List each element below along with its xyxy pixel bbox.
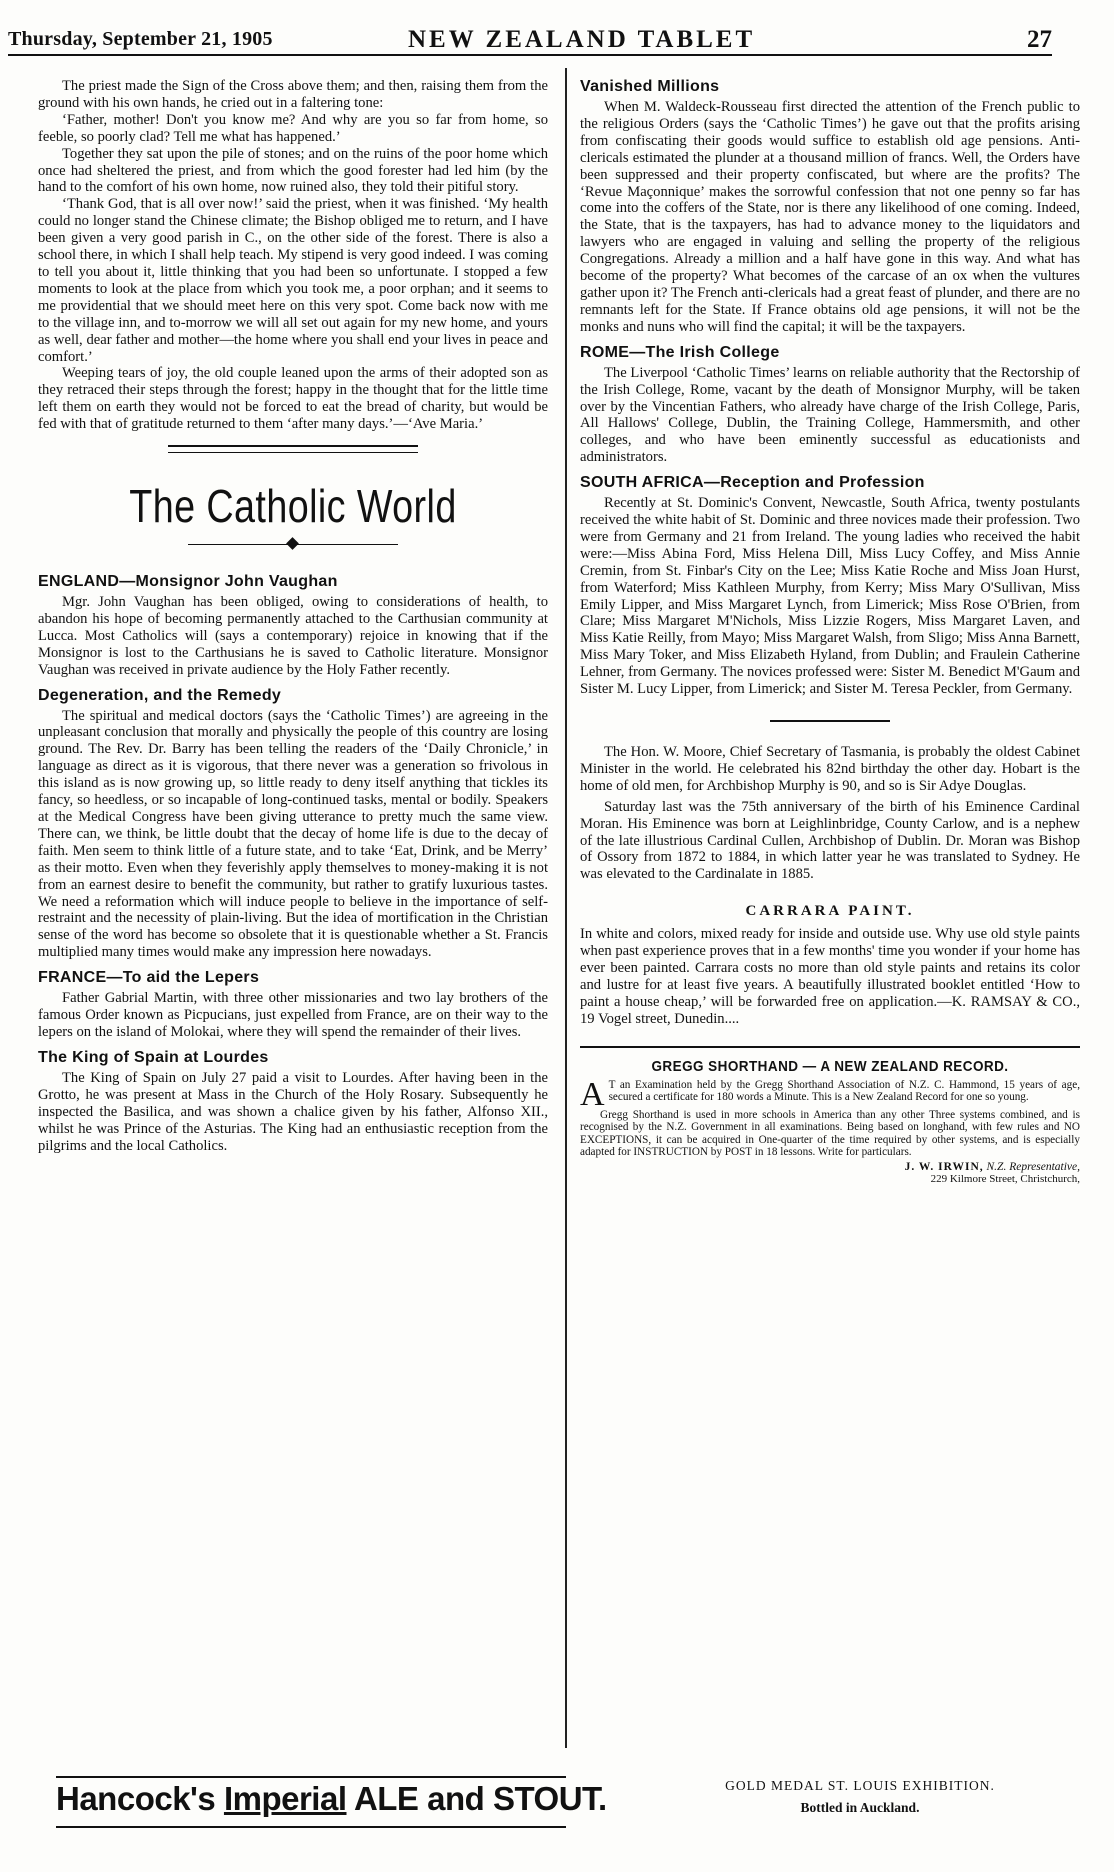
newspaper-title: NEW ZEALAND TABLET <box>408 26 756 53</box>
article-france <box>38 969 548 1041</box>
diamond-ornament-icon <box>286 537 299 550</box>
article-paragraph: Recently at St. Dominic's Convent, Newcastle, South Africa, twenty postulants received the white habit of St. Dominic and three novices made their profession. Two were from Germany and 21 from Ireland. The young ladies who received the habit were:—Miss Abina Ford, Miss Helena Dill, Miss Lucy Coffey, and Miss Annie Cremin, from St. Finbar's City on the Lee; Miss Katie Roche and Miss Joan Hurst, from Waterford; Miss Kathleen Murphy, from Kerry; Miss Mary O'Sullivan, Miss Emily Lipper, and Miss Margaret Lynch, from Limerick; Miss Rose O'Brien, from Clare; Miss Margaret M'Nichols, Miss Lizzie Rogers, Miss Margaret Laven, and Miss Katie Reilly, from Mayo; Miss Margaret Walsh, from Sligo; Miss Anna Barnett, Miss Mary Toker, and Miss Elizabeth Hyland, from Dublin; and Fraulein Catherine Lehner, from Germany. The novices professed were: Sister M. Benedict M'Gaum and Sister M. Lucy Lipper, from Limerick; and Sister M. Teresa Peckler, from Germany. <box>580 495 1080 698</box>
left-column <box>38 78 548 1154</box>
story-paragraph: Together they sat upon the pile of stones; and on the ruins of the poor home which once had sheltered the priest, and from which the good forester had led him (by the hand to the comfort of his own home, now ruined also, they told their pitiful story. <box>38 145 548 196</box>
hancock-text: ALE and STOUT. <box>346 1780 607 1817</box>
gold-medal-line: GOLD MEDAL ST. LOUIS EXHIBITION. <box>725 1778 995 1793</box>
article-south-africa <box>580 474 1080 698</box>
signature-name: J. W. IRWIN, <box>904 1160 984 1173</box>
carrara-advertisement <box>580 903 1080 1027</box>
article-vanished-millions <box>580 78 1080 336</box>
right-column <box>580 78 1080 1185</box>
hancock-imperial: Imperial <box>223 1780 347 1817</box>
article-paragraph: The Liverpool ‘Catholic Times’ learns on reliable authority that the Rectorship of the Irish College, Rome, vacant by the death of Monsignor Murphy, will be taken over by the Vincentian Fathers, who already have charge of the Irish College, Paris, All Hallows' College, Dublin, the Training College, Hammersmith, and other colleges, and who have been eminently successful as educationists and administrators. <box>580 364 1080 466</box>
short-divider <box>770 720 890 724</box>
advert-title: CARRARA PAINT. <box>745 903 915 920</box>
advert-address: 229 Kilmore Street, Christchurch, <box>930 1172 1080 1185</box>
bottled-line: Bottled in Auckland. <box>800 1800 920 1815</box>
article-paragraph: Father Gabrial Martin, with three other missionaries and two lay brothers of the famous Order known as Picpucians, just expelled from France, are on their way to the lepers on the island of Molokai, where they will spend the remainder of their lives. <box>38 990 548 1040</box>
article-paragraph: The King of Spain on July 27 paid a visit to Lourdes. After having been in the Grotto, he was present at Mass in the Church of the Holy Rosary. Subsequently he inspected the Basilica, and was shown a chalice given by his father, Alfonso XII., whilst he was Prince of the Asturias. The King had an enthusiastic reception from the pilgrims and the local Catholics. <box>38 1069 548 1154</box>
article-heading: ROME—The Irish College <box>580 343 780 361</box>
story-paragraph: The priest made the Sign of the Cross above them; and then, raising them from the ground with his own hands, he cried out in a faltering tone: <box>38 78 548 111</box>
article-heading: ENGLAND—Monsignor John Vaughan <box>38 573 338 591</box>
advert-text <box>580 1075 1080 1159</box>
article-rome <box>580 344 1080 466</box>
signature-role: N.Z. Representative, <box>986 1160 1080 1173</box>
advert-signature <box>580 1161 1080 1173</box>
page-number: 27 <box>1027 26 1052 53</box>
advert-title: GREGG SHORTHAND — A NEW ZEALAND RECORD. <box>651 1057 1009 1075</box>
section-title: The Catholic World <box>129 480 457 533</box>
gregg-advertisement <box>580 1046 1080 1185</box>
article-heading: SOUTH AFRICA—Reception and Profession <box>580 474 925 492</box>
article-paragraph: Mgr. John Vaughan has been obliged, owing to considerations of health, to abandon his hope of becoming permanently attached to the Carthusian community at Lucca. Most Catholics will (says a contemporary) rejoice in knowing that if the Monsignor is lost to the Carthusians he is saved to Catholic literature. Monsignor Vaughan was received in private audience by the Holy Father recently. <box>38 594 548 678</box>
news-notes <box>580 744 1080 883</box>
drop-cap: A <box>580 1075 605 1113</box>
article-heading: Degeneration, and the Remedy <box>38 686 282 704</box>
issue-date: Thursday, September 21, 1905 <box>8 28 273 50</box>
hancock-text: Hancock's <box>56 1780 224 1817</box>
story-paragraph: ‘Thank God, that is all over now!’ said the priest, when it was finished. ‘My health could no longer stand the Chinese climate; the Bishop obliged me to return, and I have been given a very good parish in C., on the other side of the forest. There is also a school there, in which I shall help teach. My stipend is very good indeed. I was coming to tell you about it, little thinking that you had been so unfortunate. I stopped a few moments to look at the place from which you took me, a poor orphan; and it seems to me providential that we should meet here on this very spot. Come back now with me to the village inn, and to-morrow we will all set out again for my new home, and yours as well, dear father and mother—the home where you shall end your lives in peace and comfort.’ <box>38 196 548 365</box>
story-paragraph: ‘Father, mother! Don't you know me? And why are you so far from home, so feeble, so poorly clad? Tell me what has happened.’ <box>38 111 548 145</box>
section-divider <box>168 445 418 453</box>
article-paragraph: The spiritual and medical doctors (says the ‘Catholic Times’) are agreeing in the unpleasant conclusion that morally and physically the people of this country are losing ground. The Rev. Dr. Barry has been telling the readers of the ‘Daily Chronicle,’ in language as direct as it is vigorous, that there never was a generation so frivolous in this island as is now growing up, so little ready to deny itself anything that tickles its fancy, so heedless, or so incapable of long-continued tasks, mental or bodily. Speakers at the Medical Congress have been giving utterance to pretty much the same view. There can, we think, be little doubt that the decay of home life is due to the decay of faith. Men seem to think little of a future state, and to take ‘Eat, Drink, and be Merry’ as their motto. Even when they feverishly apply themselves to money-making it is not from an earnest desire to benefit the community, but rather to gratify luxurious tastes. We need a reformation which will induce people to believe in the importance of self-restraint and the necessity of plain-living. But the idea of mortification in the Christian sense of the word has become so obsolete that it is questionable whether a St. Francis multiplied many times would make any impression here nowadays. <box>38 707 548 961</box>
advert-text: In white and colors, mixed ready for inside and outside use. Why use old style paints when past experience proves that in a few months' time you wonder if your home has ever been painted. Carrara costs no more than old style paints and retains its color and lustre for at least five years. A beautifully illustrated booklet entitled ‘How to paint a house cheap,’ will be forwarded free on application.—K. RAMSAY & CO., 19 Vogel street, Dunedin.... <box>580 926 1080 1027</box>
note-paragraph: The Hon. W. Moore, Chief Secretary of Tasmania, is probably the oldest Cabinet Minister in the world. He celebrated his 82nd birthday the other day. Hobart is the home of old men, for Archbishop Murphy is 90, and so is Sir Adye Douglas. <box>580 744 1080 794</box>
article-degeneration <box>38 687 548 962</box>
advert-lead: T an Examination held by the Gregg Shorthand Association of N.Z. C. Hammond, 15 years of age, secured a certificate for 180 words a Minute. This is a New Zealand Record for one so young. <box>608 1078 1080 1104</box>
ornamental-rule <box>38 537 548 551</box>
article-king-of-spain <box>38 1049 548 1155</box>
hancock-advertisement <box>56 1780 607 1828</box>
column-divider <box>565 68 567 1748</box>
article-heading: FRANCE—To aid the Lepers <box>38 969 260 987</box>
masthead <box>8 26 1052 56</box>
article-england <box>38 573 548 679</box>
story-paragraph: Weeping tears of joy, the old couple leaned upon the arms of their adopted son as they retraced their steps through the forest; happy in the thought that for the little time left them on earth they would not be forced to eat the bread of charity, but would be fed with that of gratitude returned to them ‘after many days.’—‘Ave Maria.’ <box>38 365 548 433</box>
article-heading: Vanished Millions <box>580 78 720 95</box>
note-paragraph: Saturday last was the 75th anniversary of the birth of his Eminence Cardinal Moran. His Eminence was born at Leighlinbridge, County Carlow, and is a nephew of the late illustrious Cardinal Cullen, Archbishop of Dublin. Dr. Moran was Bishop of Ossory from 1872 to 1884, in which latter year he was translated to Sydney. He was elevated to the Cardinalate in 1885. <box>580 798 1080 883</box>
article-paragraph: When M. Waldeck-Rousseau first directed the attention of the French public to the religious Orders (says the ‘Catholic Times’) he gave out that the profits arising from confiscating their goods would suffice to establish old age pensions. Anti-clericals estimated the plunder at a thousand million of francs. Well, the Orders have been suppressed and their property confiscated, but where are the profits? The ‘Revue Maçonnique’ makes the sorrowful confession that not one penny so far has come into the coffers of the State, nor is there any likelihood of one coming. Indeed, the State, that is the taxpayers, has had to advance money to the liquidators and lawyers who are engaged in valuing and selling the property of the religious Congregations. Already a million and a half have gone in this way. And what has become of the property? What becomes of the carcase of an ox when the vultures gather upon it? The French anti-clericals had a great feast of plunder, and there are no remnants left for the State. If France obtains old age pensions, it will not be the monks and nuns who will find the capital; it will be the taxpayers. <box>580 99 1080 335</box>
advert-body: Gregg Shorthand is used in more schools in America than any other Three systems combined, and is recognised by the N.Z. Government in all examinations. Being based on longhand, with few rules and NO EXCEPTIONS, it can be acquired in One-quarter of the time required by other systems, and is especially adapted for INSTRUCTION by POST in 18 lessons. Write for particulars. <box>580 1108 1080 1159</box>
article-heading: The King of Spain at Lourdes <box>38 1048 269 1066</box>
story-continuation <box>38 78 548 433</box>
